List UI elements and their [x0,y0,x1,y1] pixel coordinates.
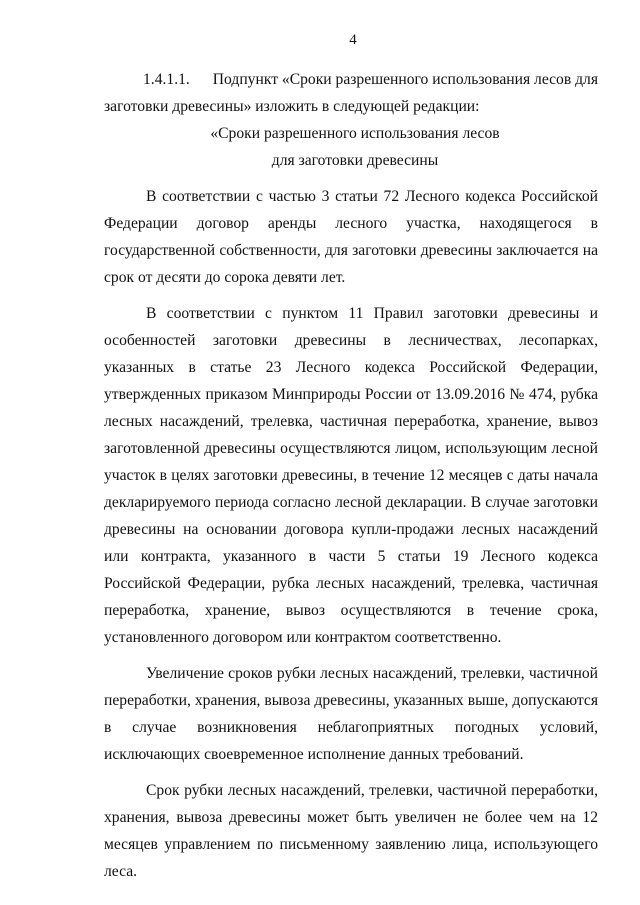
paragraph-2: В соответствии с пунктом 11 Правил заготовки древесины и особенностей заготовки древесины в лесничествах, лесопарках, указанных в статье 23 Лесного кодекса Российской Федерации, утвержденных приказом Минприроды России от 13.09.2016 № 474, рубка лесных насаждений, трелевка, частичная переработка, хранение, вывоз заготовленной древесины осуществляются лицом, использующим лесной участок в целях заготовки древесины, в течение 12 месяцев с даты начала декларируемого периода согласно лесной декларации. В случае заготовки древесины на основании договора купли-продажи лесных насаждений или контракта, указанного в части 5 статьи 19 Лесного кодекса Российской Федерации, рубка лесных насаждений, трелевка, частичная переработка, хранение, вывоз осуществляются в течение срока, установленного договором или контрактом соответственно. [104,305,598,646]
paragraph-1: В соответствии с частью 3 статьи 72 Лесного кодекса Российской Федерации договор аренды лесного участка, находящегося в государственной собственности, для заготовки древесины заключается на срок от десяти до сорока девяти лет. [104,188,598,286]
subpoint-number: 1.4.1.1. [143,71,190,88]
subpoint-first-line-text: Подпункт «Сроки разрешенного использования лесов для [212,71,598,88]
subpoint-continuation: заготовки древесины» изложить в следующей редакции: [104,98,480,115]
section-heading-line-2: для заготовки древесины [271,152,439,169]
paragraph-3: Увеличение сроков рубки лесных насаждений, трелевки, частичной переработки, хранения, вывоза древесины, указанных выше, допускаются в случае возникновения неблагоприятных погодных условий, исключающих своевременное исполнение данных требований. [104,665,598,763]
subpoint-first-line [104,66,598,93]
section-heading-line-1: «Сроки разрешенного использования лесов [210,125,500,142]
page-number: 4 [349,32,357,48]
document-page [104,30,598,885]
paragraph-4: Срок рубки лесных насаждений, трелевки, частичной переработки, хранения, вывоза древесины может быть увеличен не более чем на 12 месяцев управлением по письменному заявлению лица, использующего леса. [104,782,598,880]
